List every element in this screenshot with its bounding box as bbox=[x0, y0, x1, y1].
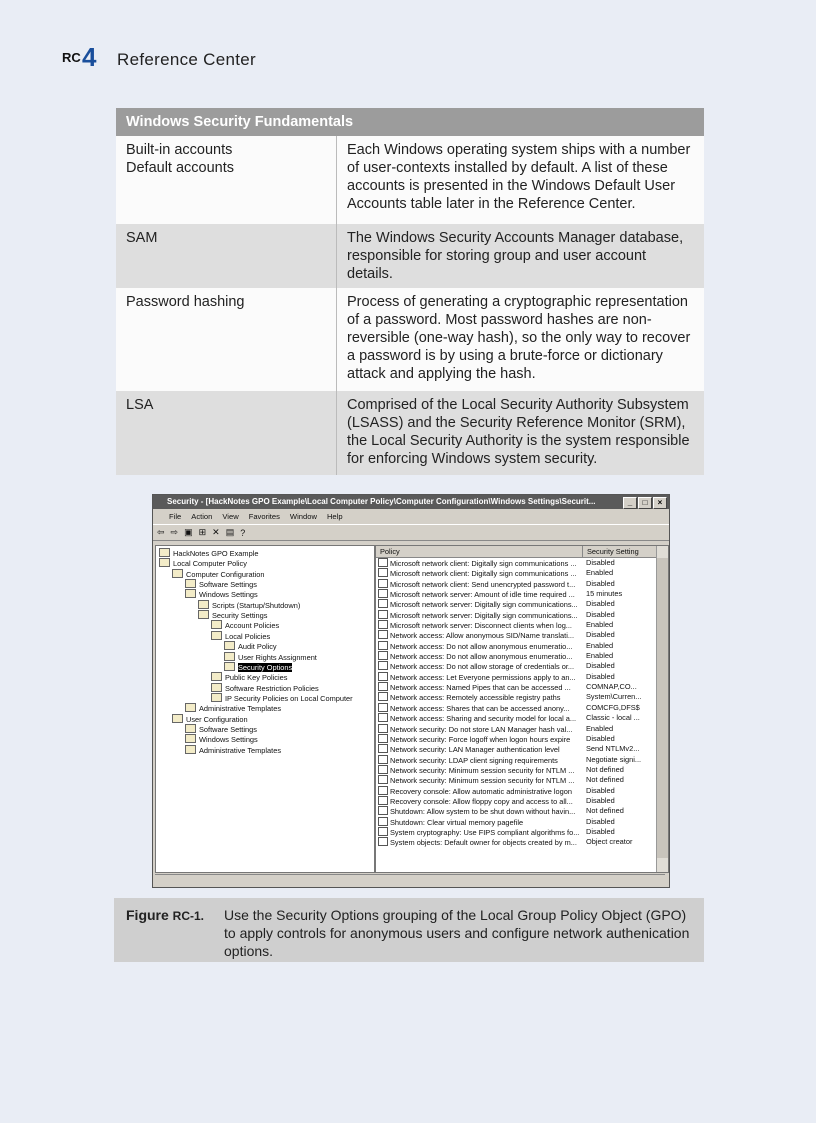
term: LSA bbox=[116, 391, 337, 475]
tree-item[interactable] bbox=[224, 652, 317, 663]
policy-setting: Not defined bbox=[586, 764, 624, 774]
tree-item[interactable] bbox=[198, 610, 267, 621]
fundamentals-table bbox=[116, 108, 704, 475]
tree-item[interactable] bbox=[211, 620, 279, 631]
folder-icon bbox=[224, 641, 235, 650]
tree-item-label: Audit Policy bbox=[238, 642, 277, 652]
folder-icon bbox=[224, 652, 235, 661]
tree-item-label: Security Settings bbox=[212, 611, 268, 621]
tree-item-label: Administrative Templates bbox=[199, 704, 282, 714]
column-policy[interactable]: Policy bbox=[376, 546, 583, 557]
tree-item-label: Windows Settings bbox=[199, 590, 258, 600]
tree-item-label: Software Settings bbox=[199, 724, 257, 734]
policy-icon bbox=[378, 672, 388, 681]
policy-row[interactable] bbox=[376, 806, 668, 816]
folder-icon bbox=[224, 662, 235, 671]
folder-icon bbox=[211, 693, 222, 702]
tree-item[interactable] bbox=[159, 548, 258, 559]
policy-name: Shutdown: Clear virtual memory pagefile bbox=[376, 817, 582, 827]
policy-name: Microsoft network server: Amount of idle time required ... bbox=[376, 589, 582, 599]
policy-row[interactable] bbox=[376, 610, 668, 620]
definition: Comprised of the Local Security Authority Subsystem (LSASS) and the Security Reference Monitor (SRM), the Local Security Authority is the system responsible for enforcing Windows system security. bbox=[337, 391, 705, 475]
tree-item-label: HackNotes GPO Example bbox=[173, 549, 259, 558]
tree-item[interactable] bbox=[185, 703, 281, 714]
policy-setting: Negotiate signi... bbox=[586, 754, 642, 764]
policy-setting: Enabled bbox=[586, 651, 614, 661]
policy-icon bbox=[378, 558, 388, 567]
folder-icon bbox=[211, 631, 222, 640]
up-folder-icon[interactable]: ▣ bbox=[184, 527, 193, 537]
policy-icon bbox=[378, 610, 388, 619]
policy-setting: Disabled bbox=[586, 795, 615, 805]
table-row bbox=[116, 224, 704, 288]
tree-item[interactable] bbox=[224, 641, 277, 652]
policy-name: Network access: Remotely accessible registry paths bbox=[376, 692, 582, 702]
maximize-button[interactable]: □ bbox=[638, 497, 652, 509]
policy-name: Network access: Do not allow anonymous enumeratio... bbox=[376, 651, 582, 661]
policy-row[interactable] bbox=[376, 630, 668, 640]
policy-row[interactable] bbox=[376, 579, 668, 589]
policy-icon bbox=[378, 724, 388, 733]
policy-row[interactable] bbox=[376, 651, 668, 661]
folder-icon bbox=[159, 558, 170, 567]
window-title: Security - [HackNotes GPO Example\Local Computer Policy\Computer Configuration\Windows Settings\Securit... bbox=[167, 497, 596, 506]
policy-name: Network access: Named Pipes that can be accessed ... bbox=[376, 682, 582, 692]
folder-icon bbox=[185, 579, 196, 588]
folder-icon bbox=[185, 745, 196, 754]
back-icon[interactable]: ⇦ bbox=[157, 527, 165, 537]
policy-name: Microsoft network server: Disconnect clients when log... bbox=[376, 620, 582, 630]
tree-item-label: IP Security Policies on Local Computer bbox=[225, 693, 353, 703]
policy-icon bbox=[378, 817, 388, 826]
policy-list-pane bbox=[375, 545, 669, 873]
tree-item-label: Local Computer Policy bbox=[173, 559, 247, 569]
policy-row[interactable] bbox=[376, 734, 668, 744]
policy-setting: Disabled bbox=[586, 785, 615, 795]
policy-icon bbox=[378, 786, 388, 795]
policy-row[interactable] bbox=[376, 672, 668, 682]
definition: Each Windows operating system ships with a number of user-contexts installed by default. A list of these accounts is presented in the Windows Default User Accounts table later in the Reference Center. bbox=[337, 136, 705, 224]
term: Password hashing bbox=[116, 288, 337, 391]
policy-row[interactable] bbox=[376, 568, 668, 578]
policy-setting: Disabled bbox=[586, 671, 615, 681]
tree-item-label: Windows Settings bbox=[199, 735, 258, 745]
policy-name: Microsoft network server: Digitally sign communications... bbox=[376, 599, 582, 609]
menu-view[interactable]: View bbox=[222, 512, 239, 521]
policy-name: Network security: LAN Manager authentication level bbox=[376, 744, 582, 754]
list-header bbox=[376, 546, 668, 558]
status-bar bbox=[155, 874, 665, 886]
policy-row[interactable] bbox=[376, 620, 668, 630]
tree-item-label: Public Key Policies bbox=[225, 673, 288, 683]
policy-setting: Classic - local ... bbox=[586, 713, 640, 723]
tree-item-label: Local Policies bbox=[225, 631, 271, 641]
menu-bar bbox=[153, 509, 669, 524]
policy-icon bbox=[378, 765, 388, 774]
policy-setting: COMCFG,DFS$ bbox=[586, 702, 640, 712]
policy-name: Network security: Do not store LAN Manager hash val... bbox=[376, 724, 582, 734]
folder-icon bbox=[185, 724, 196, 733]
definition: The Windows Security Accounts Manager database, responsible for storing group and user account details. bbox=[337, 224, 705, 288]
policy-row[interactable] bbox=[376, 589, 668, 599]
title-bar bbox=[153, 495, 669, 509]
policy-setting: Enabled bbox=[586, 620, 614, 630]
tree-item[interactable] bbox=[185, 724, 257, 735]
policy-icon bbox=[378, 837, 388, 846]
policy-name: Shutdown: Allow system to be shut down without havin... bbox=[376, 806, 582, 816]
policy-setting: Not defined bbox=[586, 806, 624, 816]
policy-row[interactable] bbox=[376, 713, 668, 723]
section-code: RC bbox=[62, 50, 81, 65]
menu-action[interactable]: Action bbox=[191, 512, 213, 521]
caption-text: Use the Security Options grouping of the Local Group Policy Object (GPO) to apply controls for anonymous users and configure network authenication options. bbox=[224, 907, 690, 959]
policy-setting: COMNAP,CO... bbox=[586, 682, 637, 692]
policy-icon bbox=[378, 692, 388, 701]
tree-item-label: Scripts (Startup/Shutdown) bbox=[212, 600, 301, 610]
tree-item[interactable] bbox=[211, 683, 319, 694]
figure-label: Figure RC-1. bbox=[126, 907, 205, 923]
policy-icon bbox=[378, 775, 388, 784]
folder-icon bbox=[172, 714, 183, 723]
minimize-button[interactable]: _ bbox=[623, 497, 637, 509]
policy-row[interactable] bbox=[376, 558, 668, 568]
folder-icon bbox=[211, 620, 222, 629]
tree-item[interactable] bbox=[172, 714, 248, 725]
policy-name: Network security: Minimum session security for NTLM ... bbox=[376, 775, 582, 785]
policy-row[interactable] bbox=[376, 599, 668, 609]
folder-icon bbox=[185, 734, 196, 743]
folder-icon bbox=[159, 548, 170, 557]
policy-setting: Disabled bbox=[586, 558, 615, 567]
close-button[interactable]: × bbox=[653, 497, 667, 509]
tree-item[interactable] bbox=[185, 745, 281, 756]
policy-setting: Disabled bbox=[586, 599, 615, 609]
policy-name: Network access: Shares that can be accessed anony... bbox=[376, 703, 582, 713]
tree-item-label: User Configuration bbox=[186, 714, 248, 724]
policy-row[interactable] bbox=[376, 837, 668, 847]
policy-row[interactable] bbox=[376, 703, 668, 713]
policy-icon bbox=[378, 682, 388, 691]
policy-name: Network access: Let Everyone permissions apply to an... bbox=[376, 672, 582, 682]
policy-row[interactable] bbox=[376, 724, 668, 734]
policy-row[interactable] bbox=[376, 755, 668, 765]
policy-setting: Not defined bbox=[586, 775, 624, 785]
tree-item-label: User Rights Assignment bbox=[238, 652, 317, 662]
tree-item-label: Computer Configuration bbox=[186, 569, 265, 579]
policy-setting: Object creator bbox=[586, 837, 633, 847]
tree-item[interactable] bbox=[211, 693, 353, 704]
policy-name: Network security: Force logoff when logon hours expire bbox=[376, 734, 582, 744]
policy-name: Network access: Do not allow anonymous enumeratio... bbox=[376, 641, 582, 651]
policy-icon bbox=[378, 713, 388, 722]
policy-row[interactable] bbox=[376, 827, 668, 837]
policy-icon bbox=[378, 755, 388, 764]
policy-icon bbox=[378, 630, 388, 639]
table-row bbox=[116, 391, 704, 475]
tree-pane bbox=[155, 545, 375, 873]
tree-item[interactable] bbox=[185, 579, 257, 590]
figure-caption bbox=[114, 898, 704, 962]
policy-name: System objects: Default owner for objects created by m... bbox=[376, 837, 582, 847]
policy-name: Microsoft network client: Send unencrypted password t... bbox=[376, 579, 582, 589]
menu-window[interactable]: Window bbox=[289, 512, 317, 521]
menu-help[interactable]: Help bbox=[326, 512, 343, 521]
export-list-icon[interactable]: ▤ bbox=[225, 527, 235, 537]
table-row bbox=[116, 288, 704, 391]
term: SAM bbox=[116, 224, 337, 288]
policy-name: Microsoft network client: Digitally sign communications ... bbox=[376, 558, 582, 568]
policy-icon bbox=[378, 796, 388, 805]
policy-setting: Disabled bbox=[586, 661, 615, 671]
tree-item-label: Administrative Templates bbox=[199, 745, 282, 755]
policy-icon bbox=[378, 651, 388, 660]
policy-icon bbox=[378, 806, 388, 815]
chapter-number: 4 bbox=[82, 42, 97, 72]
policy-row[interactable] bbox=[376, 817, 668, 827]
policy-name: System cryptography: Use FIPS compliant algorithms fo... bbox=[376, 827, 582, 837]
policy-row[interactable] bbox=[376, 692, 668, 702]
scrollbar[interactable] bbox=[656, 546, 668, 872]
policy-icon bbox=[378, 734, 388, 743]
folder-icon bbox=[198, 610, 209, 619]
policy-icon bbox=[378, 599, 388, 608]
policy-setting: Enabled bbox=[586, 568, 614, 578]
policy-icon bbox=[378, 661, 388, 670]
toolbar bbox=[153, 524, 669, 541]
policy-setting: Send NTLMv2... bbox=[586, 744, 640, 754]
policy-icon bbox=[378, 703, 388, 712]
policy-icon bbox=[378, 579, 388, 588]
table-title: Windows Security Fundamentals bbox=[116, 108, 704, 136]
tree-item[interactable] bbox=[198, 600, 300, 611]
delete-icon[interactable]: ✕ bbox=[212, 527, 220, 537]
tree-item[interactable] bbox=[224, 662, 292, 673]
policy-icon bbox=[378, 568, 388, 577]
policy-setting: System\Curren... bbox=[586, 692, 642, 702]
policy-icon bbox=[378, 589, 388, 598]
policy-row[interactable] bbox=[376, 682, 668, 692]
tree-item[interactable] bbox=[159, 558, 247, 569]
show-tree-icon[interactable]: ⊞ bbox=[198, 527, 207, 537]
policy-name: Microsoft network server: Digitally sign communications... bbox=[376, 610, 582, 620]
folder-icon bbox=[198, 600, 209, 609]
policy-row[interactable] bbox=[376, 775, 668, 785]
menu-favorites[interactable]: Favorites bbox=[248, 512, 280, 521]
folder-icon bbox=[211, 683, 222, 692]
policy-name: Network access: Allow anonymous SID/Name translati... bbox=[376, 630, 582, 640]
policy-row[interactable] bbox=[376, 796, 668, 806]
tree-item[interactable] bbox=[172, 569, 264, 580]
policy-icon bbox=[378, 744, 388, 753]
definition: Process of generating a cryptographic representation of a password. Most password hashes are non-reversible (one-way hash), so the only way to recover a password is by using a brute-force or dictionary attack and applying the hash. bbox=[337, 288, 705, 391]
policy-setting: Disabled bbox=[586, 630, 615, 640]
tree-item[interactable] bbox=[185, 734, 258, 745]
policy-setting: Enabled bbox=[586, 640, 614, 650]
policy-name: Microsoft network client: Digitally sign communications ... bbox=[376, 568, 582, 578]
policy-name: Network security: Minimum session security for NTLM ... bbox=[376, 765, 582, 775]
policy-name: Recovery console: Allow floppy copy and access to all... bbox=[376, 796, 582, 806]
tree-item[interactable] bbox=[211, 672, 287, 683]
folder-icon bbox=[211, 672, 222, 681]
term: Built-in accounts Default accounts bbox=[116, 136, 337, 224]
folder-icon bbox=[172, 569, 183, 578]
policy-name: Network access: Sharing and security model for local a... bbox=[376, 713, 582, 723]
policy-row[interactable] bbox=[376, 641, 668, 651]
help-icon[interactable]: ? bbox=[240, 527, 246, 538]
mmc-window-screenshot bbox=[152, 494, 670, 888]
policy-setting: Disabled bbox=[586, 578, 615, 588]
tree-item-label: Account Policies bbox=[225, 621, 280, 631]
policy-row[interactable] bbox=[376, 786, 668, 796]
policy-icon bbox=[378, 620, 388, 629]
forward-icon[interactable]: ⇨ bbox=[170, 527, 179, 537]
policy-row[interactable] bbox=[376, 765, 668, 775]
scrollbar-thumb[interactable] bbox=[657, 558, 668, 858]
policy-icon bbox=[378, 827, 388, 836]
tree-item[interactable] bbox=[211, 631, 270, 642]
folder-icon bbox=[185, 703, 196, 712]
policy-setting: Disabled bbox=[586, 826, 615, 836]
running-header-title: Reference Center bbox=[117, 50, 256, 69]
policy-setting: Disabled bbox=[586, 733, 615, 743]
policy-row[interactable] bbox=[376, 744, 668, 754]
tree-item-label: Security Options bbox=[238, 662, 293, 672]
policy-name: Network security: LDAP client signing requirements bbox=[376, 755, 582, 765]
policy-icon bbox=[378, 641, 388, 650]
column-security-setting[interactable]: Security Setting bbox=[583, 546, 660, 557]
menu-file[interactable]: File bbox=[169, 512, 182, 521]
policy-setting: Disabled bbox=[586, 609, 615, 619]
tree-item[interactable] bbox=[185, 589, 258, 600]
folder-icon bbox=[185, 589, 196, 598]
tree-item-label: Software Settings bbox=[199, 580, 257, 590]
tree-item-label: Software Restriction Policies bbox=[225, 683, 319, 693]
policy-name: Recovery console: Allow automatic administrative logon bbox=[376, 786, 582, 796]
policy-row[interactable] bbox=[376, 661, 668, 671]
policy-setting: Enabled bbox=[586, 723, 614, 733]
policy-name: Network access: Do not allow storage of credentials or... bbox=[376, 661, 582, 671]
table-row bbox=[116, 136, 704, 224]
policy-setting: 15 minutes bbox=[586, 589, 623, 599]
policy-setting: Disabled bbox=[586, 816, 615, 826]
